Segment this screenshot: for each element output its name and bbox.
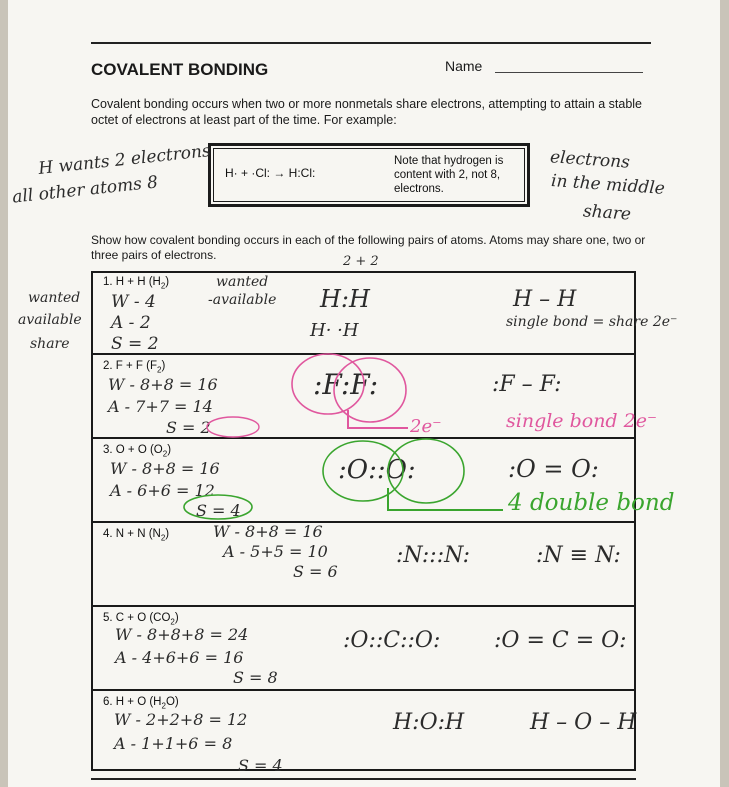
p5-share: S = 8 [233, 668, 278, 687]
instructions-text: Show how covalent bonding occurs in each of the following pairs of atoms. Atoms may share one, two or three pairs of electrons. [91, 233, 646, 262]
p5-lewis-structure: :O::C::O: [343, 628, 441, 653]
pink-arrow [348, 410, 408, 428]
p3-share: S = 4 [196, 501, 241, 520]
p2-2e-note: 2e⁻ [410, 416, 442, 437]
p5-bond: :O = C = O: [494, 628, 627, 653]
p2-bond: :F – F: [492, 372, 562, 397]
green-circle-share [184, 495, 252, 519]
side-note-share: share [30, 336, 70, 352]
p1-available-header: -available [208, 292, 277, 308]
p1-lewis-structure: H:H [320, 285, 370, 313]
p6-lewis-structure: H:O:H [393, 710, 465, 735]
problem-label-5: 5. C + O $(CO_2)$ [103, 612, 179, 627]
p4-lewis-structure: :N:::N: [396, 543, 470, 568]
problem-label-6: 6. H + O $(H_2O)$ [103, 696, 179, 711]
p3-available: A - 6+6 = 12 [110, 481, 215, 500]
p2-bond-note: single bond 2e⁻ [506, 410, 657, 432]
green-circle-o2 [388, 439, 464, 503]
p2-available: A - 7+7 = 14 [108, 397, 213, 416]
p3-lewis-structure: :O::O: [338, 455, 416, 485]
p6-bond: H – O – H [530, 710, 637, 735]
p6-wanted: W - 2+2+8 = 12 [114, 710, 248, 729]
problem-label-3: 3. O + O $(O_2)$ [103, 444, 172, 459]
p4-available: A - 5+5 = 10 [223, 542, 328, 561]
p2-lewis-structure: :F:F: [313, 368, 379, 401]
p1-top-note: 2 + 2 [343, 254, 379, 269]
example-equation: H· + ·Cl: → H:Cl: [225, 166, 316, 180]
margin-note-right-3: share [582, 201, 632, 225]
pink-circle-f1 [292, 354, 364, 414]
worksheet-title: COVALENT BONDING [91, 60, 269, 79]
pink-circle-f2 [334, 358, 406, 422]
annotation-overlay [8, 0, 720, 787]
p3-note: 4 double bond [508, 490, 675, 516]
p6-share: S = 4 [238, 756, 283, 775]
p4-bond: :N ≡ N: [536, 543, 621, 568]
p3-wanted: W - 8+8 = 16 [110, 459, 220, 478]
p1-bond-note: single bond = share 2e⁻ [506, 314, 678, 330]
pink-circle-share [207, 417, 259, 437]
p2-wanted: W - 8+8 = 16 [108, 375, 218, 394]
worksheet-page [8, 0, 720, 787]
margin-note-left-2: all other atoms 8 [11, 172, 159, 208]
p1-wanted-header: wanted [216, 274, 269, 290]
p2-share: S = 2 [166, 418, 211, 437]
intro-text: Covalent bonding occurs when two or more nonmetals share electrons, attempting to attain a stable octet of electrons at least part of the time. For example: [91, 97, 643, 127]
p1-share: S = 2 [111, 334, 159, 354]
margin-note-right-1: electrons [549, 147, 631, 173]
p4-share: S = 6 [293, 562, 338, 581]
p5-wanted: W - 8+8+8 = 24 [115, 625, 249, 644]
p5-available: A - 4+6+6 = 16 [115, 648, 244, 667]
p1-available: A - 2 [111, 313, 151, 333]
problem-label-1: 1. H + H $(H_2)$ [103, 276, 170, 291]
name-label: Name [445, 58, 483, 74]
p3-bond: :O = O: [508, 455, 599, 483]
side-note-wanted: wanted [28, 290, 81, 306]
green-circle-o1 [323, 441, 403, 501]
p1-wanted: W - 4 [111, 292, 156, 312]
p1-atoms: H· ·H [310, 320, 359, 341]
margin-note-left-1: H wants 2 electrons [37, 141, 212, 179]
side-note-available: available [18, 312, 82, 328]
p4-wanted: W - 8+8 = 16 [213, 522, 323, 541]
p6-available: A - 1+1+6 = 8 [114, 734, 233, 753]
p1-bond: H – H [513, 287, 577, 312]
problem-label-4: 4. N + N $(N_2)$ [103, 528, 170, 543]
margin-note-right-2: in the middle [550, 171, 666, 199]
example-note: Note that hydrogen is content with 2, not 8, electrons. [394, 155, 504, 195]
problem-label-2: 2. F + F $(F_2)$ [103, 360, 166, 375]
